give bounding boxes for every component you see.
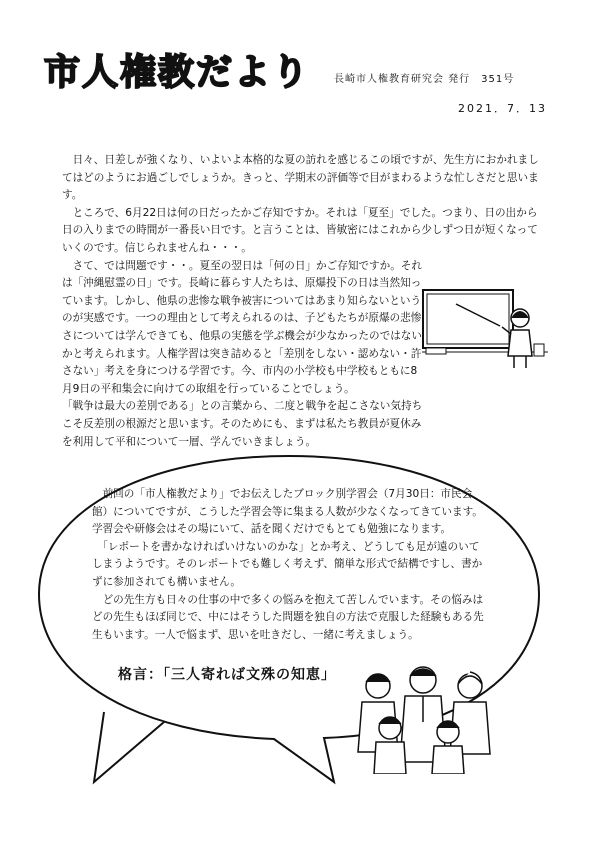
paragraph-1: 日々、日差しが強くなり、いよいよ本格的な夏の訪れを感じるこの頃ですが、先生方におかれましてはどのようにお過ごしでしょうか。きっと、学期末の評価等で目がまわるような忙しさだと思います。 <box>62 154 539 202</box>
paragraph-3: さて、では問題です・・。夏至の翌日は「何の日」かご存知ですか。それは「沖縄慰霊の日」です。長崎に暮らす人たちは、原爆投下の日は当然知っています。しかし、他県の悲惨な戦争被害についてはあまり知らないというのが実感です。一つの理由として考えられるのは、子どもたちが原爆の悲惨さについては学んできても、他県の実態を学ぶ機会が少なかったのではないかと考えられます。人権学習は突き詰めると「差別をしない・認めない・許さない」考えを身につける学習です。今、市内の小学校も中学校もともに8月9日の平和集会に向けての取組を行っていることでしょう。 <box>62 259 422 395</box>
proverb: 格言：「三人寄れば文殊の知恵」 <box>118 667 336 683</box>
paragraph-4: 「戦争は最大の差別である」との言葉から、二度と戦争を起こさない気持ちこそ反差別の根源だと思います。そのためにも、まずは私たち教員が夏休みを利用して平和について一層、学んでいきましょう。 <box>62 400 423 448</box>
bubble-paragraph-1: 前回の「市人権教だより」でお伝えしたブロック別学習会（7月30日：市民会館）についてですが、こうした学習会等に集まる人数が少なくなってきています。学習会や研修会はその場にいて、話を聞くだけでもとても勉強になります。 <box>92 488 483 536</box>
paragraph-2: ところで、6月22日は何の日だったかご存知ですか。それは「夏至」でした。つまり、日の出から日の入りまでの時間が一番長い日です。と言うことは、皆敏密にはこれから少しずつ日が短くなっていくのです。信じられませんね・・・。 <box>62 206 538 254</box>
bubble-content <box>92 486 488 644</box>
bubble-paragraph-3: どの先生方も日々の仕事の中で多くの悩みを抱えて苦しんでいます。その悩みはどの先生もほぼ同じで、中にはそうした問題を独自の方法で克服した経験もある先生もいます。一人で悩まず、思いを吐きだし、一緒に考えましょう。 <box>92 593 484 641</box>
issue-date: 2021．7．13 <box>458 102 547 115</box>
publisher-line: 長崎市人権教育研究会 発行 351号 <box>334 74 515 85</box>
teacher-at-blackboard-illustration <box>422 282 548 374</box>
newsletter-title: 市人権教だより <box>44 52 311 93</box>
people-group-illustration <box>348 662 498 774</box>
bubble-paragraph-2: 「レポートを書かなければいけないのかな」とか考え、どうしても足が遠のいてしまうようです。そのレポートでも難しく考えず、簡単な形式で結構ですし、書かずに参加されても構いません。 <box>92 540 483 588</box>
